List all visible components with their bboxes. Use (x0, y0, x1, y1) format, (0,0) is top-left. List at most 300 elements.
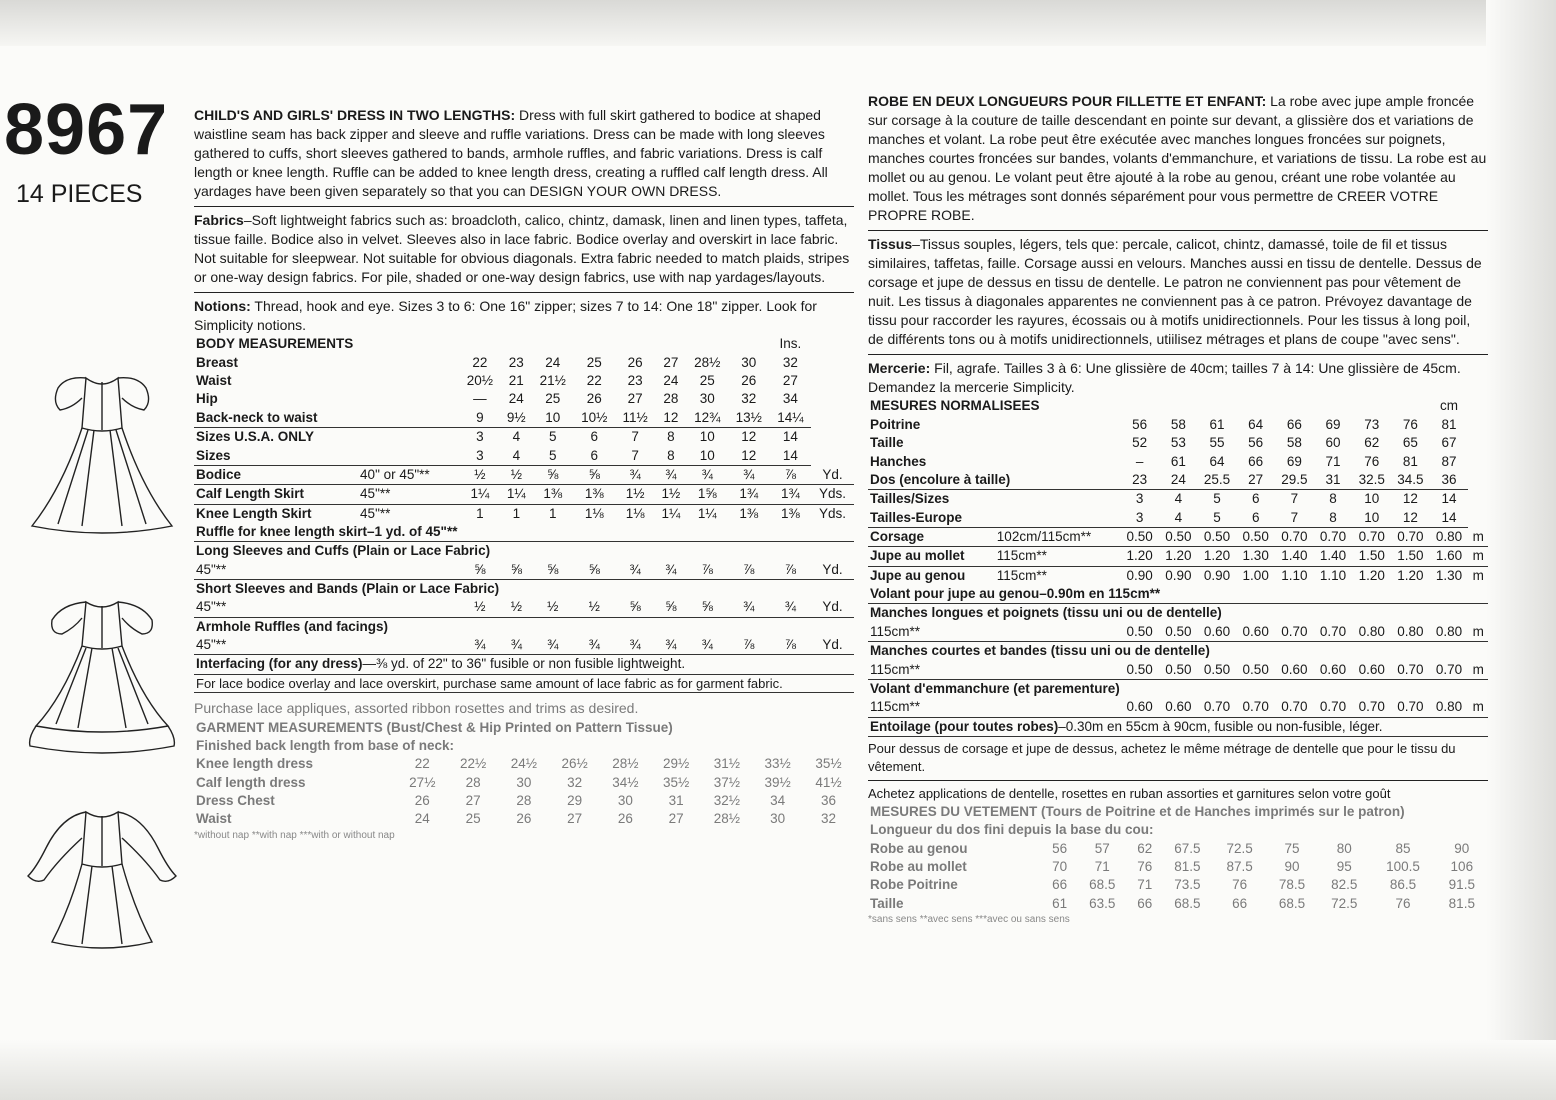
cell: 0.50 (1198, 527, 1237, 546)
scan-edge-bottom (0, 1040, 1556, 1100)
unit-label: Yd. (811, 598, 854, 617)
table-row (194, 372, 854, 390)
cell: 0.90 (1126, 567, 1153, 583)
cell: ⅝ (686, 598, 728, 617)
cell: 27 (465, 792, 481, 808)
cell: 20½ (466, 373, 494, 389)
cell: 0.70 (1275, 698, 1314, 717)
cell: 12 (1402, 491, 1418, 507)
cell: 27 (663, 354, 679, 370)
english-title: CHILD'S AND GIRLS' DRESS IN TWO LENGTHS: (194, 107, 516, 123)
cell: ⅞ (686, 561, 728, 580)
cell: ⅝ (459, 561, 501, 580)
unit-label: Yd. (811, 465, 854, 484)
cell: 76 (1395, 895, 1411, 911)
cell: 72.5 (1331, 895, 1358, 911)
cell: 24½ (510, 756, 537, 772)
row-label: Hanches (870, 453, 927, 469)
table-row (868, 858, 1488, 876)
cell: 26 (414, 792, 430, 808)
cell: 11½ (615, 409, 655, 428)
row-label: Jupe au genou (870, 567, 966, 583)
cell: 14 (770, 447, 812, 466)
divider (194, 206, 854, 207)
table-row (868, 895, 1488, 913)
cell: 58 (1170, 416, 1186, 432)
cell: 29½ (663, 756, 690, 772)
cell: ⅞ (770, 465, 812, 484)
cell: 24 (663, 373, 679, 389)
table-row (194, 542, 854, 561)
row-label: Volant d'emmanchure (et parementure) (870, 680, 1120, 696)
divider (868, 780, 1488, 781)
row-label: Jupe au mollet (868, 547, 995, 566)
table-row (194, 409, 854, 428)
cell: 25 (586, 354, 602, 370)
cell: 80 (1336, 840, 1352, 856)
cell: 0.70 (1314, 527, 1353, 546)
cell: 0.80 (1352, 623, 1391, 642)
cell: 30 (516, 774, 532, 790)
cell: 26 (586, 391, 602, 407)
cell: 14 (782, 429, 798, 445)
ruffle-line: Ruffle for knee length skirt–1 yd. of 45"** (194, 523, 854, 542)
cell: 0.60 (1275, 661, 1314, 680)
cell: 0.70 (1198, 698, 1237, 717)
cell: ⅞ (728, 561, 770, 580)
cell: 76 (1232, 877, 1248, 893)
cell: 8 (1314, 509, 1353, 528)
cell: 12 (1391, 509, 1430, 528)
row-label: Robe au genou (870, 840, 968, 856)
cell: 0.60 (1352, 661, 1391, 680)
lace-note: For lace bodice overlay and lace overskirt, purchase same amount of lace fabric as for garment fabric. (194, 674, 854, 693)
cell: 24 (508, 391, 524, 407)
cell: 1.40 (1314, 547, 1353, 566)
cell: 36 (1430, 471, 1469, 490)
row-label: Armhole Ruffles (and facings) (196, 618, 389, 634)
cell: 1.20 (1358, 567, 1385, 583)
french-description (868, 92, 1488, 225)
cell: 7 (1275, 509, 1314, 528)
english-garment-measurements (194, 719, 854, 829)
row-label: Tailles/Sizes (870, 491, 950, 507)
table-row (194, 580, 854, 599)
cell: ¾ (686, 465, 728, 484)
cell: 1⅛ (625, 505, 645, 521)
cell: 10 (686, 447, 728, 466)
table-row (194, 485, 854, 504)
cell: 32.5 (1352, 471, 1391, 490)
cell: 1.50 (1352, 547, 1391, 566)
table-row (194, 636, 854, 655)
row-label: Sizes U.S.A. ONLY (196, 429, 315, 445)
cell: 0.50 (1159, 527, 1198, 546)
cell: 39½ (764, 774, 791, 790)
cell: 0.60 (1120, 698, 1159, 717)
unit-label: m (1468, 527, 1488, 546)
fabric-width: 115cm** (868, 698, 1120, 717)
cell: 61 (1209, 416, 1225, 432)
row-label: Robe au mollet (870, 859, 967, 875)
appliques-note: Purchase lace appliques, assorted ribbon rosettes and trims as desired. (194, 700, 639, 717)
row-label: Waist (196, 811, 232, 827)
cell: 25 (699, 373, 715, 389)
mercerie-text: Fil, agrafe. Tailles 3 à 6: Une glissière de 40cm; tailles 7 à 14: Une glissière de 45cm. Demandez la mercerie Simplicity. (868, 360, 1461, 396)
cell: – (1135, 453, 1144, 469)
cell: 25.5 (1198, 471, 1237, 490)
row-label: Taille (870, 435, 904, 451)
cell: 90 (1284, 859, 1300, 875)
cell: 23 (508, 354, 524, 370)
row-label: Knee Length Skirt (196, 505, 312, 521)
cell: 1.40 (1275, 547, 1314, 566)
table-row (194, 792, 854, 810)
divider (868, 230, 1488, 231)
cell: 34.5 (1391, 471, 1430, 490)
interfacing-text: —⅜ yd. of 22" to 36" fusible or non fusible lightweight. (362, 656, 686, 672)
table-row (194, 390, 854, 408)
mercerie-paragraph (868, 359, 1488, 397)
cell: 5 (532, 447, 574, 466)
divider (194, 292, 854, 293)
cell: 28½ (713, 811, 741, 827)
cell: 1½ (655, 485, 686, 504)
cell: 0.70 (1391, 698, 1430, 717)
cell: 14 (1441, 491, 1457, 507)
cell: 0.90 (1165, 567, 1192, 583)
cell: 1.20 (1159, 547, 1198, 566)
table-row (868, 566, 1488, 585)
table-row (194, 655, 854, 674)
cell: 23 (1120, 471, 1159, 490)
cell: 0.70 (1352, 527, 1391, 546)
cell: 1.10 (1319, 567, 1347, 583)
cell: 0.50 (1236, 661, 1275, 680)
cell: 3 (459, 447, 501, 466)
cell: 91.5 (1448, 877, 1475, 893)
cell: 27½ (409, 774, 436, 790)
cell: 0.70 (1314, 623, 1353, 642)
fabric-width: 45"** (194, 598, 459, 617)
cell: 12¾ (686, 409, 728, 428)
unit-label: Yd. (811, 636, 854, 655)
cell: ⅝ (655, 598, 686, 617)
cell: 0.50 (1120, 661, 1159, 680)
unit-label: m (1468, 661, 1488, 680)
cell: 1.20 (1120, 547, 1159, 566)
english-description (194, 106, 854, 201)
dress-sketch-armhole-ruffles (22, 368, 182, 538)
cell: 0.70 (1314, 698, 1353, 717)
cell: 1.50 (1391, 547, 1430, 566)
cell: 1.10 (1281, 567, 1308, 583)
cell: 1¾ (728, 485, 770, 504)
cell: ¾ (655, 636, 686, 655)
cell: 0.60 (1236, 623, 1275, 642)
english-footnote: *without nap **with nap ***with or without nap (194, 829, 395, 841)
french-footnote: *sans sens **avec sens ***avec ou sans sens (868, 914, 1070, 926)
cell: 71 (1325, 453, 1341, 469)
cell: 14¼ (770, 409, 812, 428)
row-label: Corsage (868, 527, 995, 546)
cell: 22½ (459, 756, 487, 772)
cell: 12 (655, 409, 686, 428)
cell: 10 (1364, 491, 1380, 507)
row-label: Taille (870, 895, 904, 911)
cell: 8 (667, 429, 675, 445)
cell: 68.5 (1089, 877, 1116, 893)
cell: ½ (501, 598, 532, 617)
fabrics-text: –Soft lightweight fabrics such as: broadcloth, calico, chintz, damask, linen and linen types, taffeta, tissue faille. Bodice also in velvet. Sleeves also in lace fabric. Bodice overlay and overskirt in lace fabric. Not suitable for sleepwear. Not suitable for obvious diagonals. Extra fabric needed to match plaids, stripes or one-way design fabrics. For pile, shaded or one-way design fabrics, use with nap yardages/layouts. (194, 212, 850, 286)
fabrics-label: Fabrics (194, 212, 244, 229)
cell: 69 (1325, 416, 1341, 432)
cell: 70 (1052, 859, 1068, 875)
row-label: Manches longues et poignets (tissu uni ou de dentelle) (870, 605, 1222, 621)
cell: 34½ (612, 774, 639, 790)
cell: ¾ (615, 465, 655, 484)
table-row (194, 447, 854, 466)
row-label: Knee length dress (196, 756, 314, 772)
unit-label: m (1468, 547, 1488, 566)
cell: 31 (1314, 471, 1353, 490)
cell: 14 (1430, 509, 1469, 528)
cell: ¾ (686, 636, 728, 655)
cell: 28 (663, 391, 679, 407)
table-row (194, 335, 854, 353)
cell: 0.60 (1198, 623, 1237, 642)
cell: 0.50 (1120, 623, 1159, 642)
cell: 28 (465, 774, 481, 790)
volant-line: Volant pour jupe au genou–0.90m en 115cm** (868, 585, 1488, 604)
table-row (868, 717, 1488, 736)
fabrics-paragraph (194, 211, 854, 287)
cell: 34 (770, 792, 786, 808)
pattern-number: 8967 (4, 90, 169, 170)
cell: 1.20 (1397, 567, 1424, 583)
cell: 75 (1284, 840, 1300, 856)
notions-paragraph (194, 297, 854, 335)
table-row (194, 719, 854, 737)
row-label: Bodice (194, 465, 358, 484)
row-label: Breast (196, 354, 239, 370)
cell: 0.80 (1391, 623, 1430, 642)
english-description-text: Dress with full skirt gathered to bodice at shaped waistline seam has back zipper and sleeve and ruffle variations. Dress can be made with long sleeves gathered to cuffs, short sleeves gathered to bands, armhole ruffles, and fabric variations. Dress is calf length or knee length. Ruffle can be added to knee length dress, creating a ruffled calf length dress. All yardages have been given separately so that you can DESIGN YOUR OWN DRESS. (194, 107, 828, 200)
cell: 29.5 (1275, 471, 1314, 490)
cell: ½ (459, 598, 501, 617)
cell: 1⅜ (739, 505, 759, 521)
cell: 1¼ (501, 485, 532, 504)
cell: 0.50 (1198, 661, 1237, 680)
row-label: Short Sleeves and Bands (Plain or Lace Fabric) (196, 581, 500, 597)
cell: 66 (1248, 453, 1264, 469)
cell: 56 (1248, 435, 1264, 451)
table-row (194, 561, 854, 580)
table-row (868, 585, 1488, 604)
cell: 76 (1402, 416, 1418, 432)
cell: 21 (508, 373, 524, 389)
cell: 53 (1170, 435, 1186, 451)
cell: 0.60 (1314, 661, 1353, 680)
table-row (868, 490, 1488, 509)
table-row (868, 509, 1488, 528)
tissus-paragraph (868, 235, 1488, 349)
cell: 13½ (728, 409, 770, 428)
cell: 12 (728, 447, 770, 466)
cell: 66 (1137, 895, 1153, 911)
cell: 87.5 (1226, 859, 1253, 875)
cell: 5 (1198, 509, 1237, 528)
cell: 4 (512, 429, 521, 445)
fabric-width: 45"** (358, 485, 459, 504)
cell: 27 (567, 811, 583, 827)
cell: 1⅛ (584, 505, 604, 521)
cell: 9½ (501, 409, 532, 428)
interfacing-line (194, 655, 854, 674)
row-label: Poitrine (870, 416, 921, 432)
unit-label: Ins. (779, 336, 802, 352)
cell: 0.50 (1120, 527, 1159, 546)
cell: 6 (590, 429, 599, 445)
cell: 32½ (713, 792, 741, 808)
english-body-measurements (194, 335, 854, 693)
cell: 1⅜ (574, 485, 616, 504)
table-row (868, 698, 1488, 717)
unit-label: m (1468, 698, 1488, 717)
cell: ½ (574, 598, 616, 617)
cell: 1.30 (1236, 547, 1275, 566)
cell: 28½ (694, 354, 721, 370)
notions-label: Notions: (194, 298, 251, 315)
cell: 58 (1286, 435, 1302, 451)
cell: 30 (770, 811, 786, 827)
cell: 29 (567, 792, 583, 808)
cell: 66 (1232, 895, 1248, 911)
table-row (868, 547, 1488, 566)
cell: ¾ (459, 636, 501, 655)
cell: 67.5 (1174, 840, 1201, 856)
cell: ¾ (728, 598, 770, 617)
cell: 5 (548, 429, 557, 445)
table-row (868, 527, 1488, 546)
table-row (868, 642, 1488, 661)
fabric-width: 115cm** (868, 623, 1120, 642)
cell: 71 (1094, 859, 1110, 875)
cell: 64 (1209, 453, 1225, 469)
cell: 3 (476, 429, 484, 445)
cell: 1.20 (1198, 547, 1237, 566)
table-row (194, 737, 854, 755)
unit-label: Yds. (819, 505, 847, 521)
cell: 56 (1132, 416, 1148, 432)
cell: 1⅜ (780, 505, 800, 521)
cell: 28 (516, 792, 532, 808)
cell: 1.60 (1430, 547, 1469, 566)
cell: 24 (545, 354, 561, 370)
cell: 67 (1441, 435, 1457, 451)
cell: 60 (1325, 435, 1341, 451)
cell: 0.70 (1430, 661, 1469, 680)
dentelle-note: Pour dessus de corsage et jupe de dessus, achetez le même métrage de dentelle que pour le tissu du vêtement. (868, 740, 1456, 774)
dress-sketch-long-sleeves (22, 808, 182, 958)
cell: 64 (1248, 416, 1264, 432)
cell: ⅞ (770, 636, 812, 655)
cell: 32 (782, 354, 798, 370)
cell: 24 (1159, 471, 1198, 490)
entoilage-label: Entoilage (pour toutes robes) (870, 718, 1059, 734)
cell: 25 (465, 811, 481, 827)
fabric-width: 115cm** (868, 661, 1120, 680)
fabric-width: 115cm** (995, 547, 1121, 566)
entoilage-line (868, 717, 1488, 736)
cell: 0.70 (1391, 661, 1430, 680)
cell: 63.5 (1089, 895, 1116, 911)
cell: 65 (1402, 435, 1418, 451)
cell: 32 (567, 774, 583, 790)
table-row (194, 504, 854, 523)
scan-edge-right (1486, 0, 1556, 1100)
cell: 76 (1137, 859, 1153, 875)
table-row (868, 803, 1488, 821)
table-row (194, 354, 854, 372)
cell: 1 (548, 505, 557, 521)
cell: 27 (627, 391, 643, 407)
cell: 21½ (539, 373, 566, 389)
cell: 86.5 (1389, 877, 1417, 893)
cell: 5 (1213, 491, 1221, 507)
row-label: Hip (196, 391, 218, 407)
row-label: Calf Length Skirt (194, 485, 358, 504)
cell: 9 (459, 409, 501, 428)
unit-label: m (1468, 623, 1488, 642)
cell: 27 (1236, 471, 1275, 490)
unit-label: m (1472, 567, 1484, 583)
cell: 0.50 (1236, 527, 1275, 546)
cell: 26½ (561, 756, 588, 772)
cell: ½ (532, 598, 574, 617)
cell: 68.5 (1174, 895, 1201, 911)
table-row (194, 755, 854, 773)
table-row (868, 397, 1488, 415)
table-row (194, 523, 854, 542)
french-title: ROBE EN DEUX LONGUEURS POUR FILLETTE ET ENFANT: (868, 93, 1267, 109)
cell: 1¼ (661, 505, 681, 521)
cell: ¾ (655, 561, 686, 580)
french-vetement-table (868, 803, 1488, 913)
scan-edge-top (0, 0, 1556, 46)
cell: 73 (1364, 416, 1380, 432)
row-label: Tailles-Europe (868, 509, 1120, 528)
table-row (868, 434, 1488, 452)
unit-label: Yds. (811, 485, 854, 504)
fabric-width: 115cm** (996, 567, 1047, 583)
cell: ¾ (728, 465, 770, 484)
body-measurements-title: BODY MEASUREMENTS (196, 336, 354, 352)
table-row (194, 774, 854, 792)
row-label: Dos (encolure à taille) (868, 471, 1120, 490)
cell: 1¼ (697, 505, 717, 521)
cell: 1 (512, 505, 521, 521)
cell: ¾ (655, 465, 686, 484)
cell: 87 (1441, 453, 1457, 469)
cell: 23 (627, 373, 643, 389)
table-row (194, 428, 854, 447)
cell: ¾ (574, 636, 616, 655)
cell: 27 (668, 811, 684, 827)
fabric-width: 45"** (194, 636, 459, 655)
table-row (194, 810, 854, 828)
table-row (868, 416, 1488, 434)
